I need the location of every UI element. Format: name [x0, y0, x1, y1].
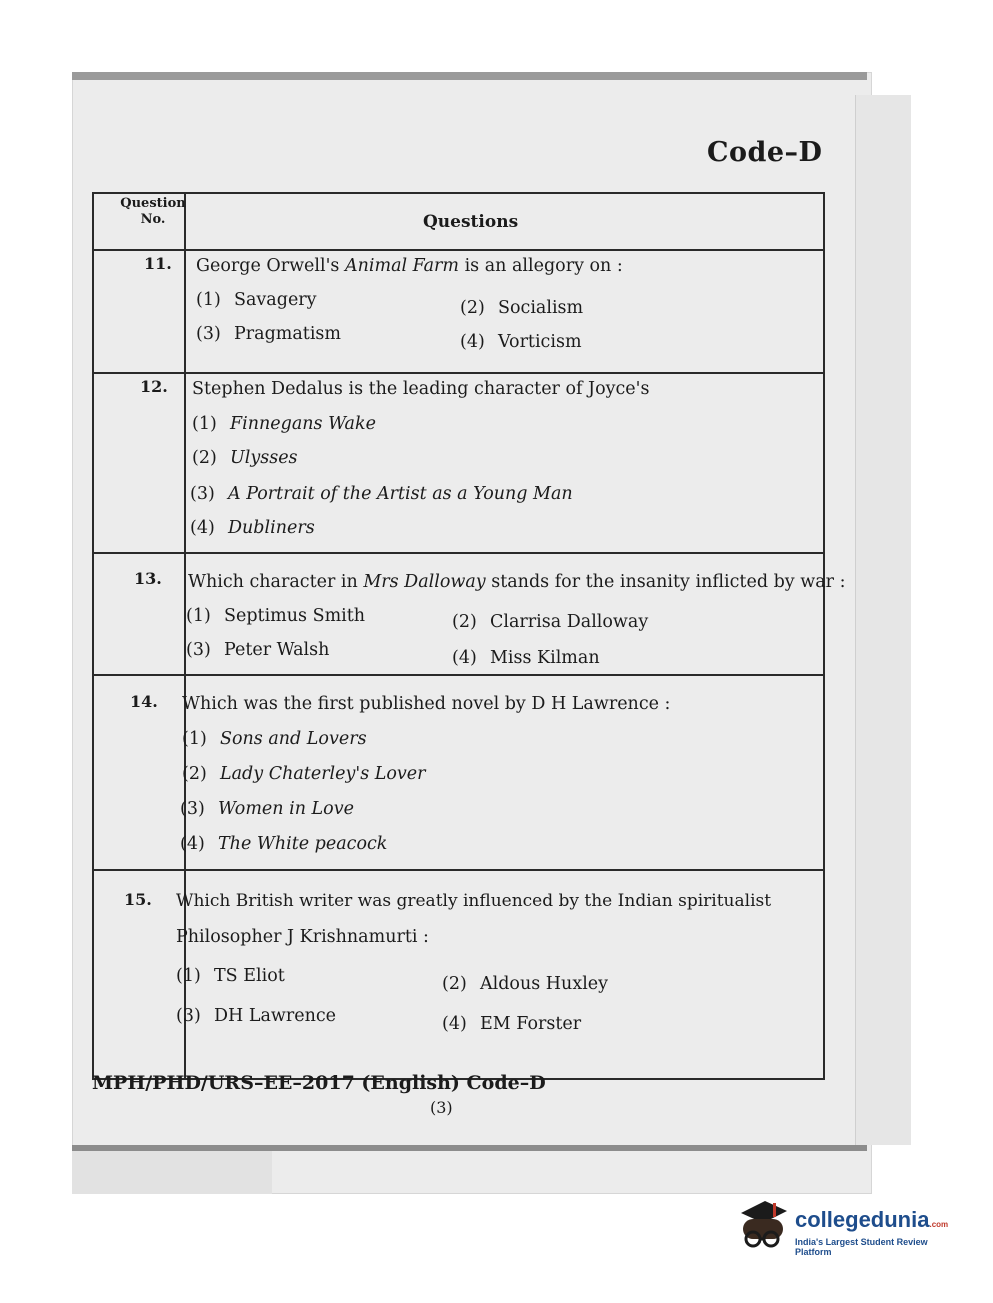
row-divider [94, 249, 823, 251]
stem-part-italic: Animal Farm [344, 256, 460, 276]
collegedunia-watermark [735, 1195, 965, 1265]
question-stem [182, 694, 670, 714]
option-4 [460, 332, 582, 352]
option-4 [452, 648, 600, 668]
option-text: Pragmatism [234, 324, 342, 344]
row-divider [94, 552, 823, 554]
question-number: 11. [144, 254, 172, 273]
question-stem-line2: Philosopher J Krishnamurti : [176, 927, 429, 947]
row-divider [94, 869, 823, 871]
option-number: (2) [192, 448, 217, 468]
question-no-header-line1: Question [120, 196, 186, 211]
option-number: (1) [182, 729, 207, 749]
option-number: (2) [452, 612, 477, 632]
option-number: (3) [190, 484, 215, 504]
stem-part: George Orwell's [196, 256, 345, 276]
brand-tagline: India's Largest Student Review Platform [795, 1237, 928, 1257]
collegedunia-logo-icon [735, 1195, 791, 1257]
option-1 [176, 966, 285, 986]
question-number: 13. [134, 569, 162, 588]
footer-paper-code: MPH/PHD/URS–EE–2017 (English) Code–D [92, 1072, 546, 1094]
question-stem [188, 572, 845, 592]
option-text: Women in Love [218, 799, 354, 819]
paper-code-heading: Code–D [707, 137, 823, 168]
option-1 [186, 606, 365, 626]
option-number: (2) [442, 974, 467, 994]
option-3 [196, 324, 341, 344]
question-number: 15. [124, 890, 152, 909]
option-number: (4) [442, 1014, 467, 1034]
option-text: Dubliners [228, 518, 315, 538]
option-number: (3) [196, 324, 221, 344]
option-text: Aldous Huxley [480, 974, 609, 994]
option-text: Vorticism [498, 332, 582, 352]
option-text: Savagery [234, 290, 317, 310]
option-number: (3) [186, 640, 211, 660]
stem-part: stands for the insanity inflicted by war : [485, 572, 846, 592]
option-number: (3) [180, 799, 205, 819]
stem-part: Stephen Dedalus is the leading character of Joyce's [192, 379, 650, 399]
question-table [92, 192, 846, 1080]
option-text: EM Forster [480, 1014, 582, 1034]
option-4 [180, 834, 387, 854]
option-text: Ulysses [230, 448, 298, 468]
option-number: (4) [452, 648, 477, 668]
option-3 [186, 640, 329, 660]
option-number: (3) [176, 1006, 201, 1026]
option-1 [196, 290, 317, 310]
option-number: (1) [176, 966, 201, 986]
page-number: (3) [430, 1098, 453, 1117]
scan-lower-margin [72, 1151, 272, 1194]
question-stem [176, 891, 771, 911]
option-number: (1) [186, 606, 211, 626]
option-number: (4) [190, 518, 215, 538]
option-2 [442, 974, 608, 994]
option-text: Peter Walsh [224, 640, 330, 660]
stem-part: Which British writer was greatly influenced by the Indian spiritualist [176, 891, 772, 911]
option-text: Miss Kilman [490, 648, 600, 668]
question-number: 12. [140, 377, 168, 396]
row-divider [94, 372, 823, 374]
option-number: (1) [196, 290, 221, 310]
option-text: Sons and Lovers [220, 729, 367, 749]
question-no-header [118, 196, 188, 228]
option-4 [190, 518, 315, 538]
stem-part-italic: Mrs Dalloway [363, 572, 486, 592]
option-text: TS Eliot [214, 966, 285, 986]
questions-header: Questions [423, 212, 519, 232]
option-text: Socialism [498, 298, 584, 318]
option-3 [180, 799, 354, 819]
option-number: (2) [182, 764, 207, 784]
option-2 [192, 448, 298, 468]
scan-right-strip [855, 95, 911, 1145]
option-2 [182, 764, 426, 784]
option-text: Finnegans Wake [230, 414, 376, 434]
option-1 [192, 414, 376, 434]
option-text: DH Lawrence [214, 1006, 337, 1026]
question-number: 14. [130, 692, 158, 711]
question-stem [192, 379, 649, 399]
stem-part: is an allegory on : [459, 256, 623, 276]
option-number: (4) [460, 332, 485, 352]
option-text: Clarrisa Dalloway [490, 612, 649, 632]
option-number: (4) [180, 834, 205, 854]
brand-name [795, 1207, 948, 1233]
stem-part: Which character in [188, 572, 364, 592]
option-3 [176, 1006, 336, 1026]
scan-top-edge [72, 72, 867, 80]
option-4 [442, 1014, 581, 1034]
option-number: (1) [192, 414, 217, 434]
brand-text: collegedunia [795, 1207, 930, 1232]
option-1 [182, 729, 367, 749]
option-number: (2) [460, 298, 485, 318]
question-no-header-line2: No. [140, 212, 166, 227]
stem-part: Which was the first published novel by D H Lawrence : [182, 694, 671, 714]
option-text: Lady Chaterley's Lover [220, 764, 426, 784]
option-3 [190, 484, 573, 504]
option-2 [460, 298, 583, 318]
row-divider [94, 674, 823, 676]
option-text: Septimus Smith [224, 606, 366, 626]
option-text: The White peacock [218, 834, 388, 854]
option-2 [452, 612, 648, 632]
option-text: A Portrait of the Artist as a Young Man [228, 484, 573, 504]
question-stem [196, 256, 623, 276]
brand-suffix: .com [929, 1220, 949, 1229]
